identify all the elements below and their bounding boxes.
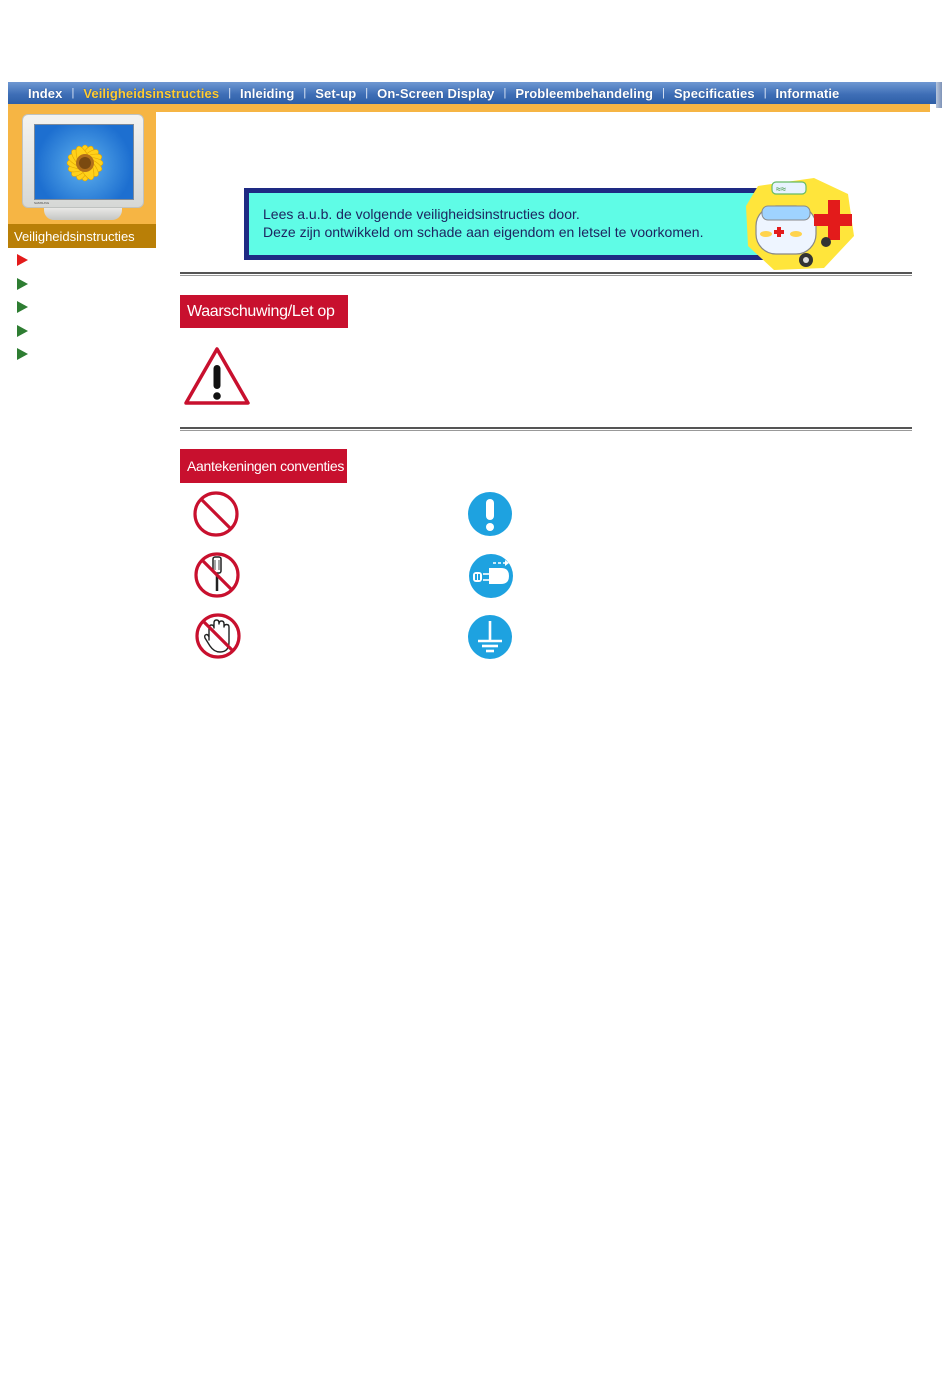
monitor-illustration [22,114,144,220]
play-arrow-icon[interactable] [17,348,28,360]
section-label: Veiligheidsinstructies [8,224,156,248]
banner-text-box [249,193,769,255]
nav-set-up[interactable]: Set-up [315,85,357,101]
banner-line-1: Lees a.u.b. de volgende veiligheidsinstructies door. [263,206,580,222]
nav-separator: | [228,87,232,99]
nav-veiligheidsinstructies[interactable]: Veiligheidsinstructies [83,85,220,101]
nav-separator: | [763,87,767,99]
nav-on-screen-display[interactable]: On-Screen Display [377,85,495,101]
svg-text:≈≈: ≈≈ [776,184,786,194]
nav-separator: | [303,87,307,99]
nav-separator: | [71,87,75,99]
ambulance-icon [744,176,856,272]
monitor-screen [34,124,134,200]
play-arrow-icon[interactable] [17,254,28,266]
conventions-section-title: Aantekeningen conventies [180,449,347,483]
divider [180,272,912,276]
ground-icon [466,613,514,661]
no-touch-icon [194,612,242,660]
nav-separator: | [662,87,665,99]
top-navigation [8,82,936,104]
intro-banner [244,188,774,260]
monitor-brand: SAMSUNG [34,201,50,205]
nav-probleembehandeling[interactable]: Probleembehandeling [515,85,654,101]
nav-end-cap [936,82,942,108]
banner-line-2: Deze zijn ontwikkeld om schade aan eigendom en letsel te voorkomen. [263,224,704,240]
unplug-icon [467,552,515,600]
monitor-base [44,208,122,220]
no-disassemble-icon [193,551,241,599]
play-arrow-icon[interactable] [17,325,28,337]
play-arrow-icon[interactable] [17,301,28,313]
exclamation-icon [466,490,514,538]
sunflower-icon [35,125,134,200]
nav-separator: | [365,87,369,99]
warning-triangle-icon [183,346,251,406]
nav-separator: | [503,87,507,99]
monitor-bezel [22,114,144,208]
nav-inleiding[interactable]: Inleiding [240,85,295,101]
divider [180,427,912,431]
nav-informatie[interactable]: Informatie [775,85,840,101]
warning-section-title: Waarschuwing/Let op [180,295,348,328]
nav-specificaties[interactable]: Specificaties [673,85,755,101]
play-arrow-icon[interactable] [17,278,28,290]
nav-index[interactable]: Index [28,85,63,101]
sidebar-arrow-list [17,254,28,372]
prohibited-icon [192,490,240,538]
